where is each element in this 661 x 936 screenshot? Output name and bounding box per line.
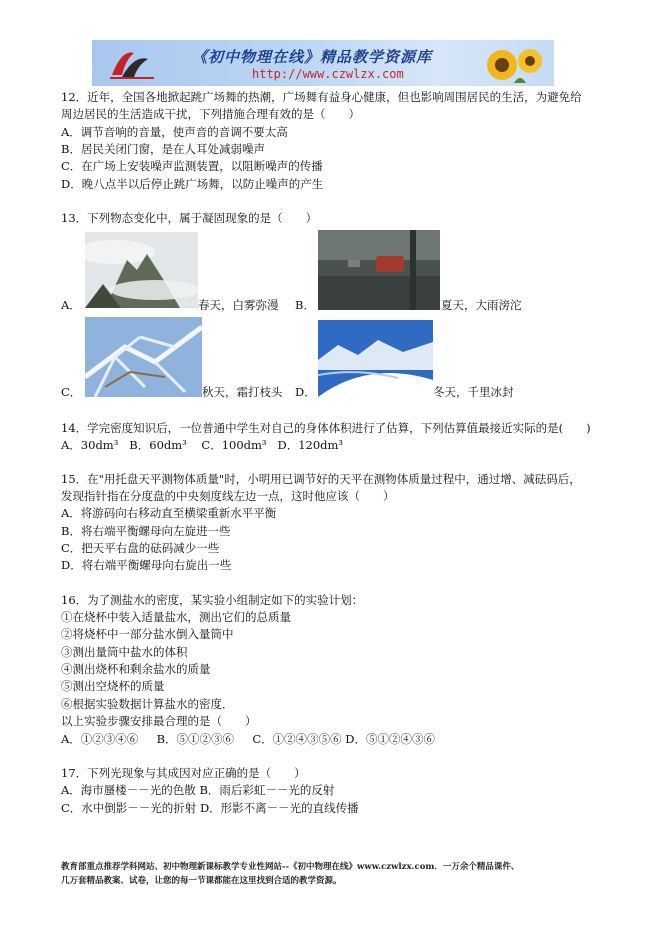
q14-option-d: D．120dm³: [277, 438, 344, 452]
q12-option-a: A．调节音响的音量，使声音的音调不要太高: [61, 125, 288, 139]
q15-option-a: A．将游码向右移动直至横梁重新水平平衡: [61, 506, 277, 520]
q14-option-c: C．100dm³: [201, 438, 267, 452]
q15-option-c: C．把天平右盘的砝码减少一些: [61, 541, 220, 555]
q12-option-c: C．在广场上安装噪声监测装置，以阻断噪声的传播: [61, 159, 323, 173]
q13-option-d-label: D．: [295, 385, 316, 399]
q13-option-b-label: B．: [295, 298, 315, 312]
q15-option-b: B．将右端平衡螺母向左旋进一些: [61, 524, 231, 538]
q16-step-2: ②将烧杯中一部分盐水倒入量筒中: [61, 627, 234, 641]
frost-branches-image: [85, 317, 202, 397]
q16-option-a: A．①②③④⑥: [61, 732, 139, 746]
header-banner: [92, 40, 554, 86]
q16-step-4: ④测出烧杯和剩余盐水的质量: [61, 662, 211, 676]
footer-line-2: 几万套精品教案、试卷，让您的每一节课都能在这里找到合适的教学资源。: [61, 876, 342, 886]
q16-step-6: ⑥根据实验数据计算盐水的密度．: [61, 697, 234, 711]
q17-options-ab: A．海市蜃楼－－光的色散 B．雨后彩虹－－光的反射: [61, 783, 335, 797]
q15-stem-line1: 15．在"用托盘天平测物体质量"时，小明用已调节好的天平在测物体质量过程中，通过增、减砝码后，: [61, 472, 581, 486]
q13-option-a-text: 春天，白雾弥漫: [198, 298, 279, 312]
q14-options: [61, 438, 343, 453]
fog-mountain-image: [85, 232, 198, 308]
q16-step-5: ⑤测出空烧杯的质量: [61, 679, 165, 693]
q16-stem: 16．为了测盐水的密度，某实验小组制定如下的实验计划：: [61, 593, 364, 607]
q16-option-d: D．⑤①②④③⑥: [345, 732, 436, 746]
q17-options-cd: C．水中倒影－－光的折射 D．形影不离－－光的直线传播: [61, 801, 359, 815]
q15-stem-line2: 发现指针指在分度盘的中央刻度线左边一点，这时他应该（ ）: [61, 489, 395, 503]
q16-step-3: ③测出量筒中盐水的体积: [61, 645, 188, 659]
q16-step-1: ①在烧杯中装入适量盐水，测出它们的总质量: [61, 610, 291, 624]
footer-line-1: 教育部重点推荐学科网站、初中物理新课标教学专业性网站--《初中物理在线》www.czwlzx.com．一万余个精品课件、: [61, 862, 520, 872]
q12-option-b: B．居民关闭门窗，是在人耳处减弱噪声: [61, 142, 265, 156]
q15-option-d: D．将右端平衡螺母向右旋出一些: [61, 558, 232, 572]
page-footer: [61, 860, 601, 888]
rain-street-image: [318, 230, 440, 310]
q16-option-c: C．①②④③⑤⑥: [252, 732, 342, 746]
q14-stem: 14．学完密度知识后，一位普通中学生对自己的身体体积进行了估算，下列估算值最接近实际的是( ): [61, 421, 591, 435]
site-logo: [108, 45, 156, 81]
q14-option-b: B．60dm³: [129, 438, 187, 452]
q13-option-d-text: 冬天，千里冰封: [433, 385, 514, 399]
ice-snow-image: [318, 320, 433, 397]
q13-option-c-label: C．: [61, 385, 82, 399]
q12-stem-line1: 12．近年，全国各地掀起跳广场舞的热潮，广场舞有益身心健康，但也影响周围居民的生活，为避免给: [61, 90, 582, 104]
q16-question: 以上实验步骤安排最合理的是（ ）: [61, 714, 257, 728]
banner-title: 《初中物理在线》精品教学资源库: [192, 48, 433, 66]
q14-option-a: A．30dm³: [61, 438, 119, 452]
banner-url[interactable]: http://www.czwlzx.com: [252, 67, 404, 81]
q12-stem-line2: 周边居民的生活造成干扰，下列措施合理有效的是（ ）: [61, 107, 360, 121]
q13-option-b-text: 夏天，大雨滂沱: [441, 298, 522, 312]
sunflower-image: [480, 43, 546, 85]
q12-option-d: D．晚八点半以后停止跳广场舞，以防止噪声的产生: [61, 177, 324, 191]
q13-option-c-text: 秋天，霜打枝头: [202, 385, 283, 399]
q16-option-b: B．⑤①②③⑥: [156, 732, 235, 746]
q13-stem: 13．下列物态变化中，属于凝固现象的是（ ）: [61, 211, 318, 225]
q17-stem: 17．下列光现象与其成因对应正确的是（ ）: [61, 766, 306, 780]
q16-options: [61, 732, 435, 747]
q13-option-a-label: A．: [61, 298, 81, 312]
